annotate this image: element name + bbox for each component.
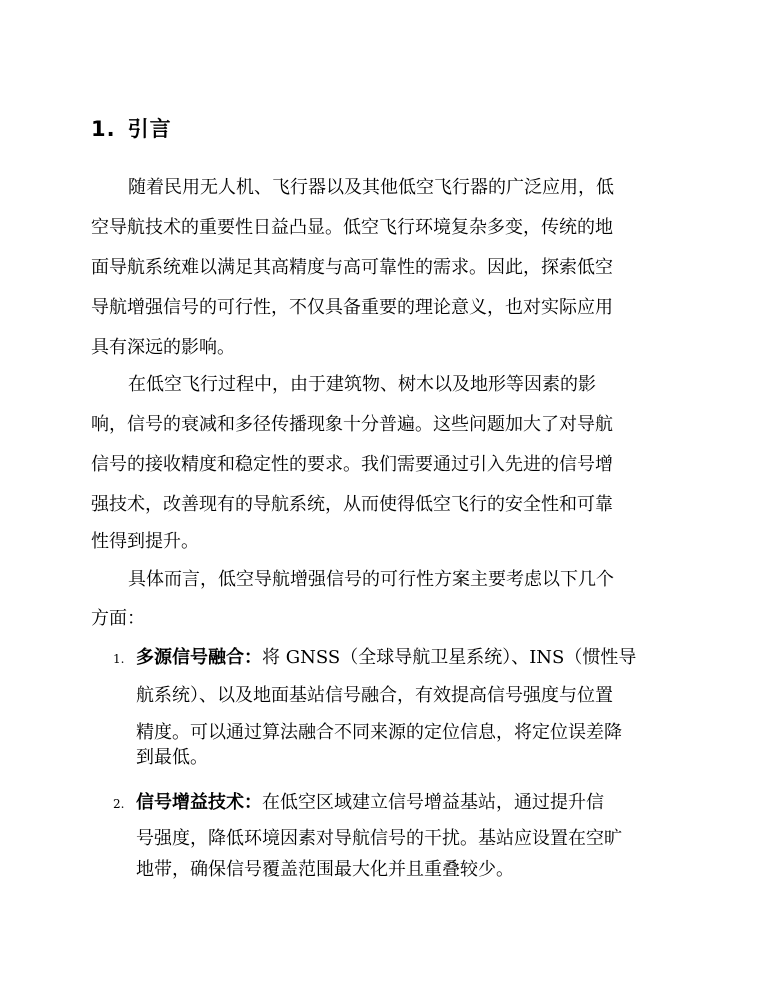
paragraph-1-line-1: 随着民用无人机、飞行器以及其他低空飞行器的广泛应用，低	[128, 177, 614, 198]
list-item-2-text: 在低空区域建立信号增益基站，通过提升信	[262, 792, 604, 813]
list-item-2-line-3: 地带，确保信号覆盖范围最大化并且重叠较少。	[136, 859, 514, 880]
list-item-2-term: 信号增益技术：	[136, 792, 262, 813]
paragraph-1-line-3: 面导航系统难以满足其高精度与高可靠性的需求。因此，探索低空	[91, 257, 613, 278]
paragraph-1-line-5: 具有深远的影响。	[91, 337, 235, 358]
list-item-2-number: 2.	[113, 797, 125, 811]
list-item-1-line-2: 航系统）、以及地面基站信号融合，有效提高信号强度与位置	[136, 685, 613, 706]
list-item-1-term: 多源信号融合：	[136, 647, 262, 668]
section-title: 引言	[127, 117, 172, 141]
paragraph-2-line-3: 信号的接收精度和稳定性的要求。我们需要通过引入先进的信号增	[91, 454, 613, 475]
paragraph-3-line-1: 具体而言，低空导航增强信号的可行性方案主要考虑以下几个	[128, 569, 614, 590]
paragraph-1-line-4: 导航增强信号的可行性，不仅具备重要的理论意义，也对实际应用	[91, 297, 613, 318]
list-item-1-line-1	[136, 646, 636, 670]
list-item-2-line-2: 号强度，降低环境因素对导航信号的干扰。基站应设置在空旷	[136, 828, 622, 849]
list-item-1-line-4: 到最低。	[136, 747, 208, 768]
list-item-1-text: 将 GNSS（全球导航卫星系统）、INS（惯性导	[262, 647, 637, 668]
paragraph-3-line-2: 方面：	[91, 608, 145, 629]
paragraph-2-line-5: 性得到提升。	[91, 531, 199, 552]
paragraph-2-line-4: 强技术，改善现有的导航系统，从而使得低空飞行的安全性和可靠	[91, 494, 613, 515]
list-item-2-line-1	[136, 791, 604, 815]
list-item-1-number: 1.	[113, 652, 125, 666]
section-number: 1.	[91, 117, 116, 141]
list-item-1-line-3: 精度。可以通过算法融合不同来源的定位信息，将定位误差降	[136, 722, 622, 743]
paragraph-2-line-2: 响，信号的衰减和多径传播现象十分普遍。这些问题加大了对导航	[91, 414, 613, 435]
section-heading	[91, 114, 172, 144]
paragraph-2-line-1: 在低空飞行过程中，由于建筑物、树木以及地形等因素的影	[128, 374, 596, 395]
paragraph-1-line-2: 空导航技术的重要性日益凸显。低空飞行环境复杂多变，传统的地	[91, 217, 613, 238]
